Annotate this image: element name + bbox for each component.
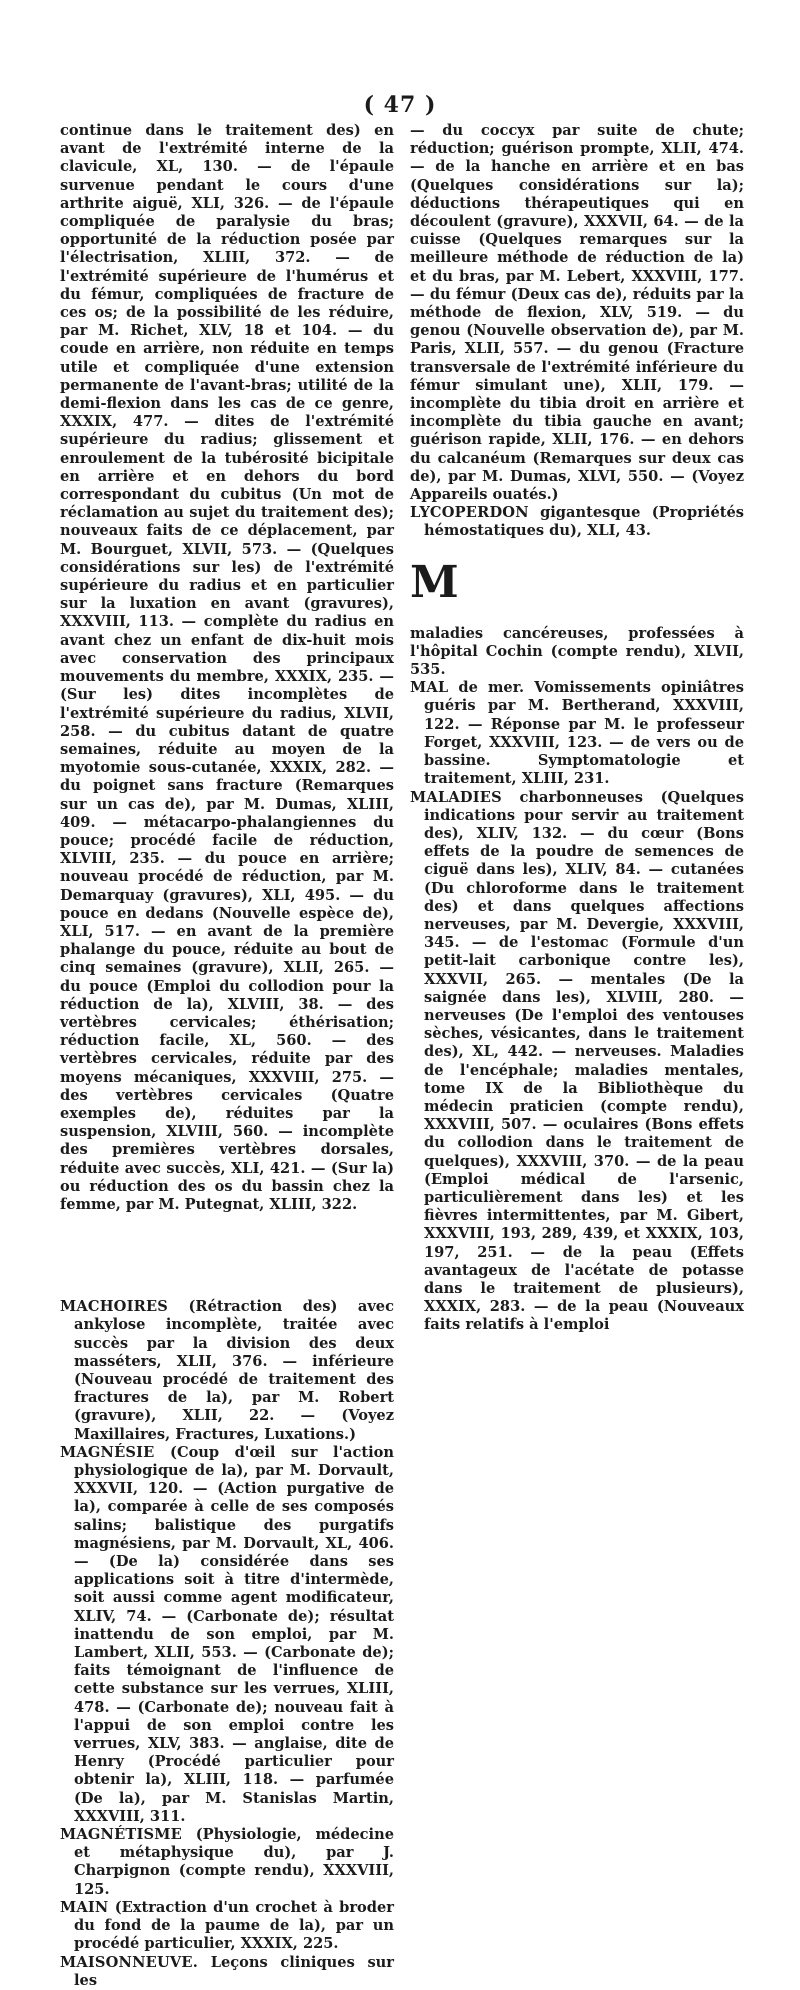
entry-text: de mer. Vomissements opiniâtres guéris par M. Bertherand, XXXVIII, 122. — Réponse par M. le professeur Forget, XXXVIII, 123. — de vers ou de bassine. Symptomatologie et traitement, XLIII, 231. (424, 679, 744, 788)
entry-head: MAGNÉSIE (60, 1443, 155, 1461)
index-entry-maladies (410, 789, 744, 1335)
section-letter-m: M (410, 556, 459, 608)
entry-head: LYCOPERDON (410, 504, 529, 522)
right-column (410, 122, 744, 1335)
entry-text: maladies cancéreuses, professées à l'hôpital Cochin (compte rendu), XLVII, 535. (410, 624, 744, 679)
luxation-continuation-right: — du coccyx par suite de chute; réduction; guérison prompte, XLII, 474. — de la hanche en arrière et en bas (Quelques considérations sur la); déductions thérapeutiques qui en découlent (gravure), XXXVII, 64. — de la cuisse (Quelques remarques sur la meilleure méthode de réduction de la) et du bras, par M. Lebert, XXXVIII, 177. — du fémur (Deux cas de), réduits par la méthode de flexion, XLV, 519. — du genou (Nouvelle observation de), par M. Paris, XLII, 557. — du genou (Fracture transversale de l'extrémité inférieure du fémur simulant une), XLII, 179. — incomplète du tibia droit en arrière et incomplète du tibia gauche en avant; guérison rapide, XLII, 176. — en dehors du calcanéum (Remarques sur deux cas de), par M. Dumas, XLVI, 550. — (Voyez Appareils ouatés.) (410, 122, 744, 504)
section-break-left (60, 1232, 394, 1298)
entry-text: (Rétraction des) avec ankylose incomplète, traitée avec succès par la division des deux masséters, XLII, 376. — inférieure (Nouveau procédé de traitement des fractures de la), par M. Robert (gravure), XLII, 22. — (Voyez Maxillaires, Fractures, Luxations.) (74, 1298, 394, 1443)
index-entry-machoires (60, 1298, 394, 1444)
entry-head: MAISONNEUVE. (60, 1953, 199, 1971)
entry-head: MACHOIRES (60, 1298, 169, 1316)
section-letter-row (410, 556, 744, 625)
entry-text: (Coup d'œil sur l'action physiologique de la), par M. Dorvault, XXXVII, 120. — (Action purgative de la), comparée à celle de ses composés salins; balistique des purgatifs magnésiens, par M. Dorvault, XL, 406. — (De la) considérée dans ses applications soit à titre d'intermède, soit aussi comme agent modificateur, XLIV, 74. — (Carbonate de); résultat inattendu de son emploi, par M. Lambert, XLII, 553. — (Carbonate de); faits témoignant de l'influence de cette substance sur les verrues, XLIII, 478. — (Carbonate de); nouveau fait à l'appui de son emploi contre les verrues, XLV, 383. — anglaise, dite de Henry (Procédé particulier pour obtenir la), XLIII, 118. — parfumée (De la), par M. Stanislas Martin, XXXVIII, 311. (74, 1443, 394, 1825)
entry-text: (Extraction d'un crochet à broder du fond de la paume de la), par un procédé particulier, XXXIX, 225. (74, 1898, 394, 1953)
entry-text: gigantesque (Propriétés hémostatiques du), XLI, 43. (424, 504, 744, 540)
page-number: ( 47 ) (363, 92, 437, 118)
entry-head: MAGNÉTISME (60, 1826, 182, 1844)
entry-head: MAL (410, 679, 449, 697)
entry-text: charbonneuses (Quelques indications pour servir au traitement des), XLIV, 132. — du cœur (Bons effets de la poudre de semences de ciguë dans les), XLIV, 84. — cutanées (Du chloroforme dans le traitement des) et dans quelques affections nerveuses, par M. Devergie, XXXVIII, 345. — de l'estomac (Formule d'un petit-lait carbonique contre les), XXXVII, 265. — mentales (De la saignée dans les), XLVIII, 280. — nerveuses (De l'emploi des ventouses sèches, vésicantes, dans le traitement des), XL, 442. — nerveuses. Maladies de l'encéphale; maladies mentales, tome IX de la Bibliothèque du médecin praticien (compte rendu), XXXVIII, 507. — oculaires (Bons effets du collodion dans le traitement de quelques), XXXVIII, 370. — de la peau (Emploi médical de l'arsenic, particulièrement dans les) et les fièvres intermittentes, par M. Gibert, XXXVIII, 193, 289, 439, et XXXIX, 103, 197, 251. — de la peau (Effets avantageux de l'acétate de potasse dans le traitement de plusieurs), XXXIX, 283. — de la peau (Nouveaux faits relatifs à l'emploi (424, 788, 744, 1334)
index-entry-maisonneuve (60, 1954, 394, 1990)
luxation-continuation: continue dans le traitement des) en avant de l'extrémité interne de la clavicule, XL, 130. — de l'épaule survenue pendant le cours d'une arthrite aiguë, XLI, 326. — de l'épaule compliquée de paralysie du bras; opportunité de la réduction posée par l'électrisation, XLIII, 372. — de l'extrémité supérieure de l'humérus et du fémur, compliquées de fracture de ces os; de la possibilité de les réduire, par M. Richet, XLV, 18 et 104. — du coude en arrière, non réduite en temps utile et compliquée d'une extension permanente de l'avant-bras; utilité de la demi-flexion dans les cas de ce genre, XXXIX, 477. — dites de l'extrémité supérieure du radius; glissement et enroulement de la tubérosité bicipitale en arrière et en dehors du bord correspondant du cubitus (Un mot de réclamation au sujet du traitement des); nouveaux faits de ce déplacement, par M. Bourguet, XLVII, 573. — (Quelques considérations sur les) de l'extrémité supérieure du radius et en particulier sur la luxation en avant (gravures), XXXVIII, 113. — complète du radius en avant chez un enfant de dix-huit mois avec conservation des principaux mouvements du membre, XXXIX, 235. — (Sur les) dites incomplètes de l'extrémité supérieure du radius, XLVII, 258. — du cubitus datant de quatre semaines, réduite au moyen de la myotomie sous-cutanée, XXXIX, 282. — du poignet sans fracture (Remarques sur un cas de), par M. Dumas, XLIII, 409. — métacarpo-phalangiennes du pouce; procédé facile de réduction, XLVIII, 235. — du pouce en arrière; nouveau procédé de réduction, par M. Demarquay (gravures), XLI, 495. — du pouce en dedans (Nouvelle espèce de), XLI, 517. — en avant de la première phalange du pouce, réduite au bout de cinq semaines (gravure), XLII, 265. — du pouce (Emploi du collodion pour la réduction de la), XLVIII, 38. — des vertèbres cervicales; éthérisation; réduction facile, XL, 560. — des vertèbres cervicales, réduite par des moyens mécaniques, XXXVIII, 275. — des vertèbres cervicales (Quatre exemples de), réduites par la suspension, XLVIII, 560. — incomplète des premières vertèbres dorsales, réduite avec succès, XLI, 421. — (Sur la) ou réduction des os du bassin chez la femme, par M. Putegnat, XLIII, 322. (60, 122, 394, 1213)
index-entry-mal (410, 679, 744, 788)
index-entry-maisonneuve-cont (410, 625, 744, 680)
index-entry-lycoperdon (410, 504, 744, 540)
index-entry-magnesie (60, 1444, 394, 1826)
index-entry-magnetisme (60, 1826, 394, 1899)
left-column (60, 122, 394, 1990)
entry-text: Leçons cliniques sur les (74, 1953, 394, 1989)
entry-head: MALADIES (410, 788, 502, 806)
entry-text: (Physiologie, médecine et métaphysique du), par J. Charpignon (compte rendu), XXXVIII, 125. (74, 1826, 394, 1898)
entry-head: MAIN (60, 1898, 109, 1916)
index-entry-main (60, 1899, 394, 1954)
